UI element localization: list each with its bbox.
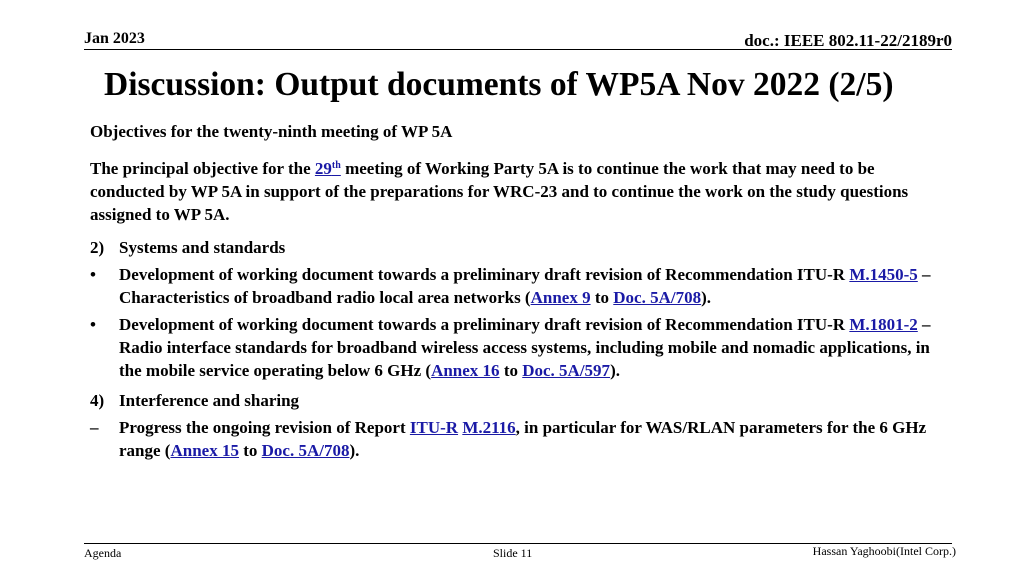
text-segment: ).: [701, 288, 712, 307]
objective-paragraph: [90, 157, 950, 226]
list-item-text: [119, 313, 949, 382]
footer-agenda: Agenda: [84, 546, 122, 560]
list-item-m1801: [90, 313, 950, 382]
link-m1450-5[interactable]: M.1450-5: [849, 265, 918, 284]
link-m1801-2[interactable]: M.1801-2: [849, 315, 918, 334]
text-segment: to: [499, 361, 523, 380]
list-item-m2116: [90, 416, 950, 462]
link-doc-5a-708[interactable]: Doc. 5A/708: [613, 288, 702, 307]
link-annex-9[interactable]: Annex 9: [530, 288, 591, 307]
link-29th-meeting[interactable]: [315, 159, 341, 178]
list-marker: 2): [90, 238, 105, 257]
list-item-interference-sharing: [90, 389, 950, 412]
list-item-text: [119, 416, 949, 462]
link-doc-5a-708[interactable]: Doc. 5A/708: [261, 441, 350, 460]
text-segment: Development of working document towards a preliminary draft revision of Recommendation ITU-R: [119, 265, 850, 284]
link-doc-5a-597[interactable]: Doc. 5A/597: [522, 361, 611, 380]
objectives-heading: Objectives for the twenty-ninth meeting of WP 5A: [90, 122, 453, 141]
footer-author: Hassan Yaghoobi(Intel Corp.): [812, 544, 956, 558]
bullet-icon: •: [90, 265, 96, 284]
text-segment: ).: [610, 361, 620, 380]
header-divider: [84, 49, 952, 50]
list-item-m1450: [90, 263, 950, 309]
link-29-superscript[interactable]: th: [331, 160, 341, 171]
link-m2116[interactable]: M.2116: [462, 418, 516, 437]
header-doc-id: doc.: IEEE 802.11-22/2189r0: [744, 31, 952, 50]
text-segment: to: [238, 441, 262, 460]
text-segment: – Characteristics of broadband radio local area networks (: [119, 265, 931, 307]
para-text-post: meeting of Working Party 5A is to continue the work that may need to be conducted by WP 5A in support of the preparations for WRC-23 and to continue the work on the study questions assigned to WP 5A.: [90, 159, 909, 224]
text-segment: Progress the ongoing revision of Report: [119, 418, 410, 437]
para-text-pre: The principal objective for the: [90, 159, 315, 178]
text-segment: to: [590, 288, 614, 307]
list-item-text: [119, 263, 949, 309]
link-annex-16[interactable]: Annex 16: [431, 361, 500, 380]
list-item-text: Interference and sharing: [119, 391, 300, 410]
list-marker: 4): [90, 391, 105, 410]
list-item-systems-standards: [90, 236, 950, 259]
link-29-number[interactable]: 29: [314, 159, 332, 178]
footer-slide-number: Slide 11: [493, 546, 533, 560]
link-itu-r[interactable]: ITU-R: [409, 418, 459, 437]
bullet-icon: •: [90, 315, 96, 334]
list-item-text: Systems and standards: [119, 238, 286, 257]
text-segment: ).: [349, 441, 360, 460]
slide-title: Discussion: Output documents of WP5A Nov 2022 (2/5): [104, 66, 894, 103]
text-segment: – Radio interface standards for broadband wireless access systems, including mobile and nomadic applications, in the mobile service operating below 6 GHz (: [119, 315, 931, 380]
dash-marker: –: [90, 418, 99, 437]
text-segment: Development of working document towards a preliminary draft revision of Recommendation ITU-R: [119, 315, 850, 334]
link-annex-15[interactable]: Annex 15: [170, 441, 239, 460]
text-segment: , in particular for WAS/RLAN parameters for the 6 GHz range (: [119, 418, 927, 460]
header-date: Jan 2023: [84, 30, 145, 47]
